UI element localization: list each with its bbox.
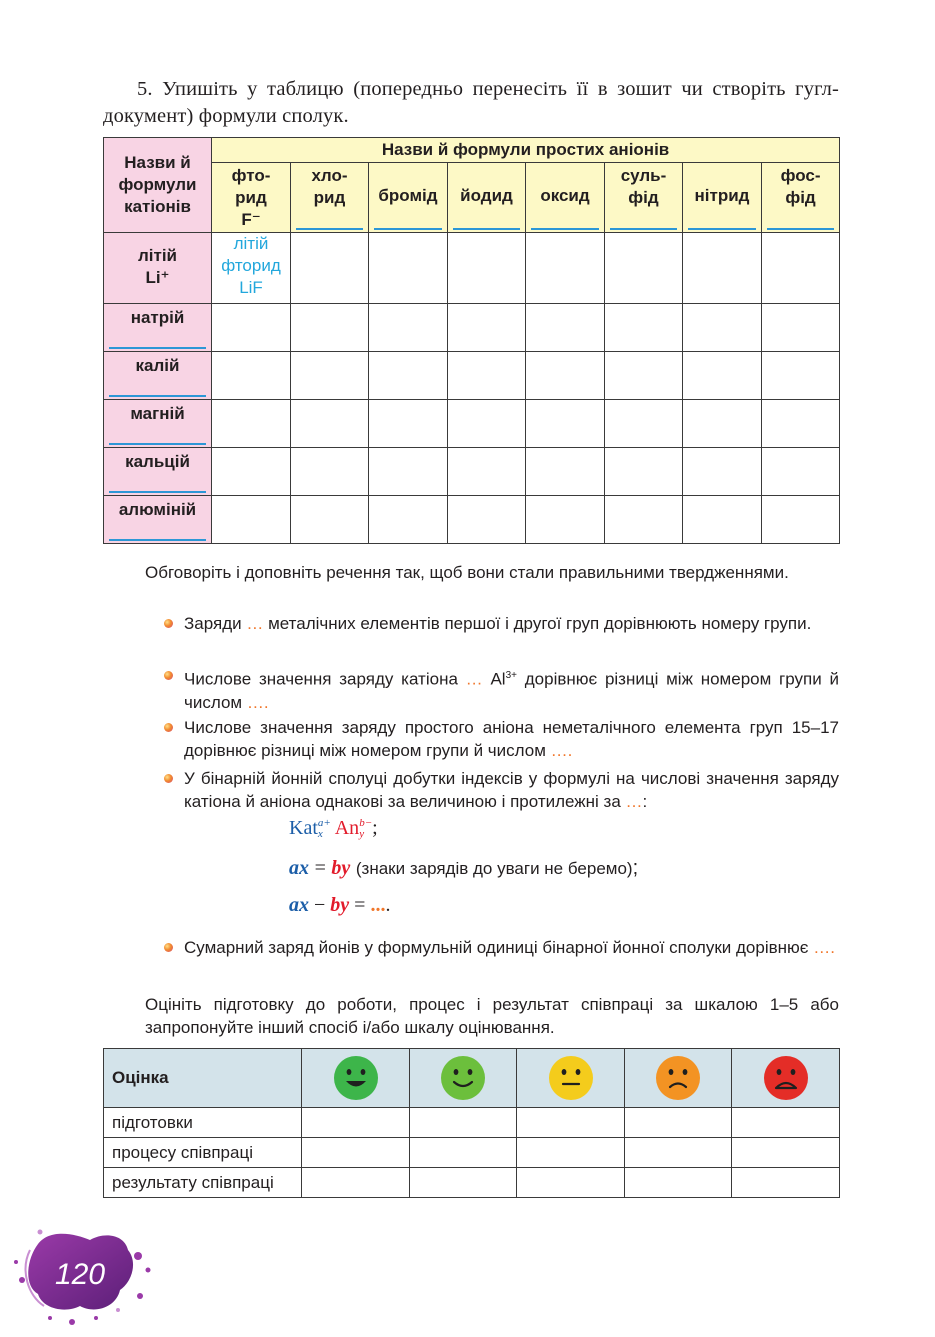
answer-cell[interactable]: [448, 233, 526, 304]
answer-cell[interactable]: [526, 400, 605, 448]
answer-cell[interactable]: [369, 400, 448, 448]
answer-cell[interactable]: [369, 448, 448, 496]
answer-cell[interactable]: [291, 496, 369, 544]
anion-header-2: [369, 163, 448, 233]
answer-cell[interactable]: [291, 400, 369, 448]
bullet-3: Числове значення заряду простого аніона неметалічного елемента груп 15–17 дорівнює різниці між номером групи й числом ….: [184, 716, 839, 762]
formula-blank-line[interactable]: [296, 228, 363, 230]
rating-cell[interactable]: [625, 1138, 732, 1168]
rating-cell[interactable]: [302, 1108, 410, 1138]
rating-cell[interactable]: [410, 1108, 517, 1138]
answer-cell[interactable]: [683, 400, 762, 448]
cation-header-2: [104, 352, 212, 400]
frown-face-icon: [655, 1055, 701, 1101]
rating-row-label: підготовки: [104, 1108, 302, 1138]
cation-name: літій: [137, 246, 178, 265]
table-row: [104, 1168, 840, 1198]
answer-cell[interactable]: [448, 448, 526, 496]
example-answer-line: літій: [233, 234, 269, 253]
formula-blank-line[interactable]: [109, 539, 206, 541]
anion-header-6: [683, 163, 762, 233]
example-answer-line: LiF: [239, 278, 263, 297]
bullet-4: У бінарній йонній сполуці добутки індексів у формулі на числові значення заряду катіона й аніона однакові за величиною і протилежні за …:: [184, 767, 839, 813]
answer-cell[interactable]: [762, 233, 840, 304]
answer-cell[interactable]: [526, 352, 605, 400]
answer-cell[interactable]: [526, 233, 605, 304]
anion-name-part: бромід: [378, 186, 438, 205]
cation-name: кальцій: [125, 452, 190, 471]
formula-blank-line[interactable]: [109, 491, 206, 493]
rating-table: [103, 1048, 840, 1198]
rating-cell[interactable]: [302, 1168, 410, 1198]
discussion-intro: Обговоріть і доповніть речення так, щоб вони стали правильними твердженнями.: [145, 563, 789, 582]
answer-cell[interactable]: [369, 352, 448, 400]
anion-header-0: [212, 163, 291, 233]
answer-cell[interactable]: [291, 352, 369, 400]
table-row: [104, 448, 840, 496]
answer-cell[interactable]: [526, 496, 605, 544]
rating-face-cell-4: [625, 1049, 732, 1108]
answer-cell[interactable]: [212, 400, 291, 448]
answer-cell[interactable]: [683, 233, 762, 304]
answer-cell[interactable]: [448, 496, 526, 544]
bullet-dot-icon: [164, 671, 173, 680]
rating-cell[interactable]: [410, 1138, 517, 1168]
answer-cell[interactable]: [212, 352, 291, 400]
smile-face-icon: [440, 1055, 486, 1101]
anion-name-part: хло-: [311, 166, 348, 185]
answer-cell[interactable]: [291, 448, 369, 496]
formula-ax-minus-by: ax − by = ....: [289, 894, 391, 916]
bullet-dot-icon: [164, 619, 173, 628]
rating-face-cell-1: [302, 1049, 410, 1108]
anion-header-1: [291, 163, 369, 233]
formula-ax-by: ax = by (знаки зарядів до уваги не беремо);: [289, 857, 639, 879]
formula-blank-line[interactable]: [374, 228, 442, 230]
anion-name-part: суль-: [620, 166, 667, 185]
bullet-dot-icon: [164, 943, 173, 952]
answer-cell[interactable]: [605, 448, 683, 496]
page-number: 120: [54, 1258, 106, 1291]
answer-cell[interactable]: [605, 304, 683, 352]
rating-face-cell-2: [410, 1049, 517, 1108]
answer-cell[interactable]: [448, 352, 526, 400]
answer-cell[interactable]: [212, 448, 291, 496]
anion-header-4: [526, 163, 605, 233]
rating-cell[interactable]: [410, 1168, 517, 1198]
table-row: [104, 1138, 840, 1168]
formula-blank-line[interactable]: [688, 228, 756, 230]
cation-header-4: [104, 448, 212, 496]
anion-name-part: рид: [313, 188, 346, 207]
anion-name-part: нітрид: [694, 186, 750, 205]
cation-name: натрій: [130, 308, 185, 327]
anion-name-part: фід: [785, 188, 816, 207]
answer-cell[interactable]: [683, 448, 762, 496]
rating-header: Оцінка: [104, 1049, 302, 1108]
rating-row-label: процесу співпраці: [104, 1138, 302, 1168]
page-number-badge: [0, 1210, 160, 1337]
answer-cell[interactable]: [683, 496, 762, 544]
anion-header-5: [605, 163, 683, 233]
table-row: [104, 233, 840, 304]
answer-cell[interactable]: [212, 496, 291, 544]
answer-cell[interactable]: [605, 496, 683, 544]
cation-name: калій: [135, 356, 180, 375]
answer-cell[interactable]: [448, 304, 526, 352]
formula-blank-line[interactable]: [610, 228, 677, 230]
rating-cell[interactable]: [517, 1108, 625, 1138]
formula-kat-an: Kat a+ x An b− y ;: [289, 817, 378, 841]
rating-cell[interactable]: [732, 1138, 840, 1168]
answer-cell[interactable]: [683, 304, 762, 352]
rating-cell[interactable]: [517, 1138, 625, 1168]
rating-cell[interactable]: [732, 1108, 840, 1138]
rating-cell[interactable]: [625, 1108, 732, 1138]
big-smile-face-icon: [333, 1055, 379, 1101]
anion-header-3: [448, 163, 526, 233]
answer-cell[interactable]: [605, 352, 683, 400]
table-row: [104, 304, 840, 352]
bullet-1: Заряди … металічних елементів першої і другої груп дорівнюють номеру групи.: [184, 612, 839, 635]
anion-name-part: оксид: [540, 186, 590, 205]
anion-name-part: йодид: [460, 186, 513, 205]
cation-header-0: [104, 233, 212, 304]
table-row: [104, 400, 840, 448]
formula-blank-line[interactable]: [453, 228, 520, 230]
rating-cell[interactable]: [625, 1168, 732, 1198]
formula-table: [103, 137, 840, 544]
answer-cell[interactable]: [369, 496, 448, 544]
rating-row-label: результату співпраці: [104, 1168, 302, 1198]
task-title: 5. Упишіть у таблицю (попередньо перенесіть її в зошит чи створіть гугл-документ) формули сполук.: [103, 78, 839, 127]
anion-name-part: фос-: [780, 166, 821, 185]
answer-cell[interactable]: [762, 352, 840, 400]
anion-header-7: [762, 163, 840, 233]
answer-cell[interactable]: [526, 448, 605, 496]
rating-face-cell-5: [732, 1049, 840, 1108]
table-row: [104, 496, 840, 544]
page-number-blob-icon: [0, 1210, 160, 1332]
bullet-dot-icon: [164, 723, 173, 732]
answer-cell[interactable]: [291, 233, 369, 304]
rating-face-cell-3: [517, 1049, 625, 1108]
answer-cell[interactable]: [762, 304, 840, 352]
corner-header: Назви й формули катіонів: [104, 138, 212, 233]
answer-cell[interactable]: [291, 304, 369, 352]
cation-header-3: [104, 400, 212, 448]
neutral-face-icon: [548, 1055, 594, 1101]
cation-header-1: [104, 304, 212, 352]
answer-cell[interactable]: [448, 400, 526, 448]
assessment-intro: Оцініть підготовку до роботи, процес і результат співпраці за шкалою 1–5 або запропонуйте інший спосіб і/або шкалу оцінювання.: [145, 995, 839, 1037]
cation-name: магній: [130, 404, 185, 423]
anion-formula: F⁻: [241, 210, 261, 229]
formula-blank-line[interactable]: [109, 443, 206, 445]
answer-cell[interactable]: [369, 233, 448, 304]
table-row: [104, 352, 840, 400]
sad-face-icon: [763, 1055, 809, 1101]
anion-name-part: рид: [235, 188, 267, 207]
answer-cell[interactable]: [369, 304, 448, 352]
answer-cell[interactable]: [605, 233, 683, 304]
answer-cell[interactable]: [762, 496, 840, 544]
cation-header-5: [104, 496, 212, 544]
cation-formula: Li⁺: [145, 268, 170, 287]
anion-name-part: фто-: [231, 166, 271, 185]
bullet-2: Числове значення заряду катіона … $Al^{3+}$ дорівнює різниці між номером групи й числом ….: [184, 664, 839, 714]
anion-group-header: Назви й формули простих аніонів: [212, 138, 840, 163]
answer-cell[interactable]: [762, 448, 840, 496]
cation-name: алюміній: [118, 500, 197, 519]
formula-blank-line[interactable]: [767, 228, 834, 230]
answer-cell[interactable]: [683, 352, 762, 400]
example-answer-cell[interactable]: [212, 233, 291, 304]
rating-cell[interactable]: [517, 1168, 625, 1198]
example-answer-line: фторид: [221, 256, 281, 275]
rating-cell[interactable]: [302, 1138, 410, 1168]
formula-blank-line[interactable]: [531, 228, 599, 230]
bullet-dot-icon: [164, 774, 173, 783]
bullet-5: Сумарний заряд йонів у формульній одиниці бінарної йонної сполуки дорівнює ….: [184, 936, 839, 959]
answer-cell[interactable]: [605, 400, 683, 448]
answer-cell[interactable]: [212, 304, 291, 352]
anion-name-part: фід: [628, 188, 659, 207]
rating-cell[interactable]: [732, 1168, 840, 1198]
table-row: [104, 1108, 840, 1138]
answer-cell[interactable]: [762, 400, 840, 448]
formula-blank-line[interactable]: [109, 395, 206, 397]
answer-cell[interactable]: [526, 304, 605, 352]
formula-blank-line[interactable]: [109, 347, 206, 349]
